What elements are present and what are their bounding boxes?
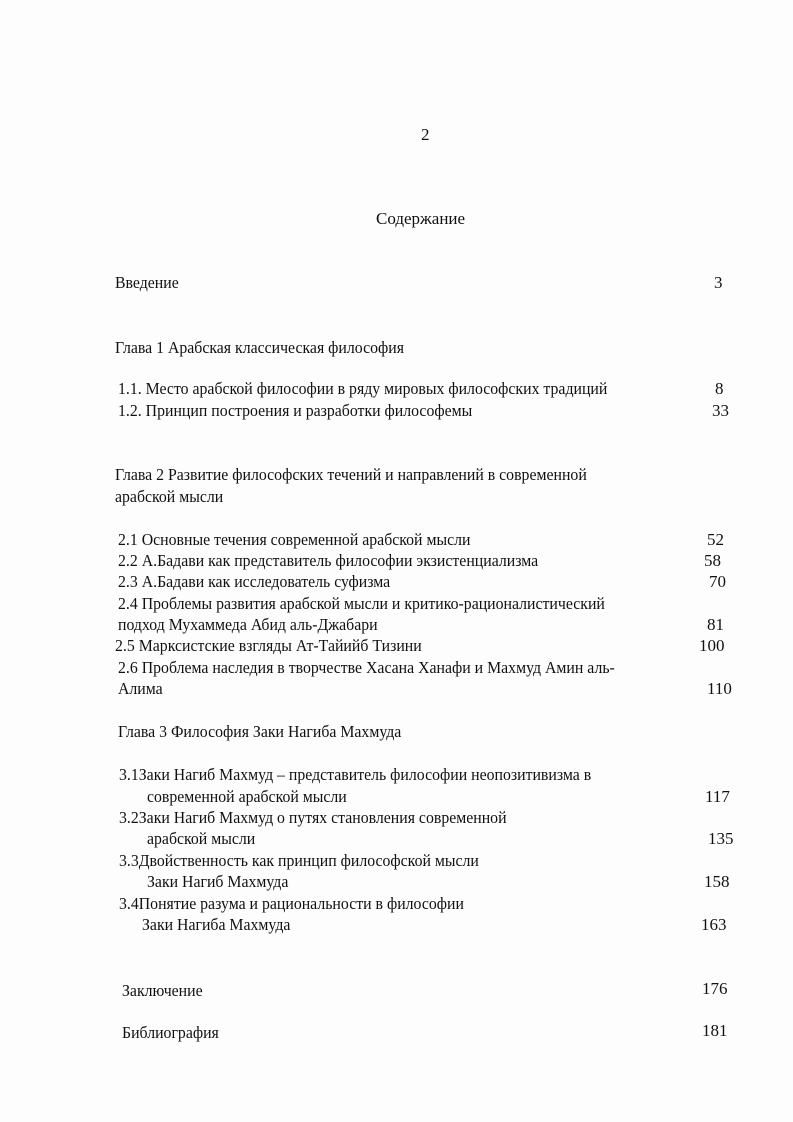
toc-page: 163	[701, 915, 727, 934]
toc-entry: Заки Нагиб Махмуда	[147, 872, 289, 891]
chapter-heading: Глава 1 Арабская классическая философия	[115, 338, 404, 357]
toc-page: 176	[702, 979, 728, 998]
toc-entry: 2.5 Марксистские взгляды Ат-Тайийб Тизини	[115, 636, 422, 655]
toc-page: 33	[712, 401, 729, 420]
toc-title: Содержание	[376, 209, 466, 228]
chapter-heading: арабской мысли	[115, 487, 224, 506]
toc-bibliography: Библиография	[122, 1023, 219, 1042]
toc-page: 70	[709, 572, 726, 591]
toc-entry: 3.1Заки Нагиб Махмуд – представитель философии неопозитивизма в	[119, 765, 592, 784]
toc-page: 117	[705, 787, 730, 806]
toc-entry: 2.6 Проблема наследия в творчестве Хасана Ханафи и Махмуд Амин аль-	[118, 658, 615, 677]
toc-page: 8	[715, 379, 724, 398]
toc-entry: 1.2. Принцип построения и разработки философемы	[118, 401, 473, 420]
toc-entry: 2.3 А.Бадави как исследователь суфизма	[118, 572, 391, 591]
toc-page: 158	[704, 872, 730, 891]
toc-page: 52	[707, 530, 724, 549]
toc-page: 135	[708, 829, 734, 848]
toc-entry: 2.2 А.Бадави как представитель философии экзистенциализма	[118, 551, 539, 570]
chapter-heading: Глава 2 Развитие философских течений и направлений в современной	[115, 465, 587, 484]
toc-page: 81	[707, 615, 724, 634]
toc-entry: современной арабской мысли	[147, 787, 347, 806]
toc-page: 110	[707, 679, 732, 698]
toc-entry: 2.4 Проблемы развития арабской мысли и критико-рационалистический	[118, 594, 605, 613]
toc-entry: подход Мухаммеда Абид аль-Джабари	[118, 615, 378, 634]
toc-entry: 3.4Понятие разума и рациональности в философии	[119, 894, 464, 913]
toc-entry: арабской мысли	[147, 829, 256, 848]
toc-page: 181	[702, 1021, 728, 1040]
toc-entry: 1.1. Место арабской философии в ряду мировых философских традиций	[118, 379, 608, 398]
toc-page: 3	[714, 273, 723, 292]
toc-intro: Введение	[115, 273, 179, 292]
toc-conclusion: Заключение	[122, 981, 203, 1000]
chapter-heading: Глава 3 Философия Заки Нагиба Махмуда	[118, 722, 402, 741]
toc-entry: 2.1 Основные течения современной арабской мысли	[118, 530, 471, 549]
toc-page: 100	[699, 636, 725, 655]
toc-entry: Заки Нагиба Махмуда	[142, 915, 291, 934]
toc-page: 58	[704, 551, 721, 570]
toc-entry: 3.3Двойственность как принцип философской мысли	[119, 851, 479, 870]
toc-entry: Алима	[118, 679, 163, 698]
toc-entry: 3.2Заки Нагиб Махмуд о путях становления современной	[119, 808, 507, 827]
page-number: 2	[421, 125, 430, 144]
